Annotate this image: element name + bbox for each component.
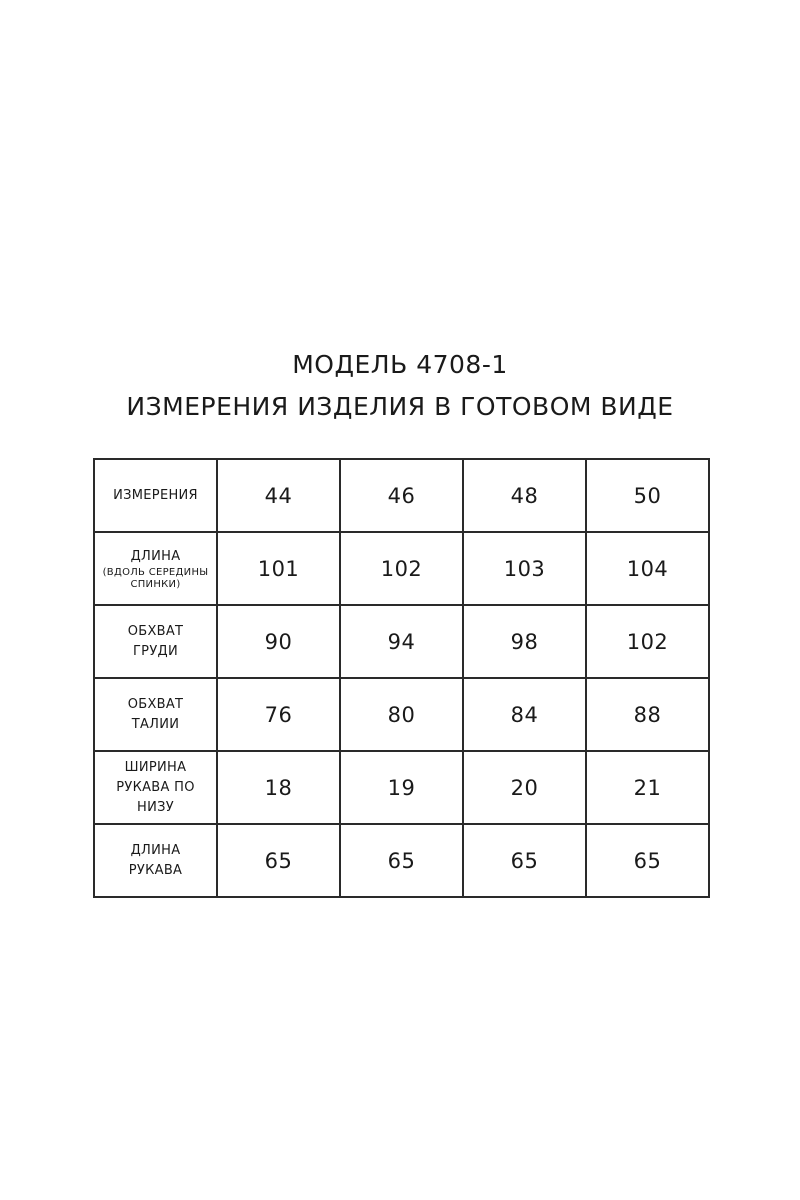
row-label-waist-line1: ОБХВАТ <box>127 696 184 712</box>
table-cell: 20 <box>463 751 586 824</box>
table-cell: 104 <box>586 532 709 605</box>
table-row-sleeve-width <box>94 751 709 824</box>
row-label-sleeve-length-line1: ДЛИНА <box>130 842 181 858</box>
row-label-waist <box>94 678 217 751</box>
table-cell: 103 <box>463 532 586 605</box>
table-cell: 65 <box>340 824 463 897</box>
size-header-46: 46 <box>340 459 463 532</box>
table-row-length <box>94 532 709 605</box>
table-cell: 76 <box>217 678 340 751</box>
table-cell: 65 <box>586 824 709 897</box>
table-cell: 88 <box>586 678 709 751</box>
table-cell: 19 <box>340 751 463 824</box>
table-row-chest <box>94 605 709 678</box>
row-label-sleeve-width-line1: ШИРИНА <box>124 759 187 775</box>
row-label-length-main: ДЛИНА <box>130 548 181 564</box>
header-label-measurements: ИЗМЕРЕНИЯ <box>94 459 217 532</box>
row-label-waist-line2: ТАЛИИ <box>131 716 180 732</box>
table-cell: 84 <box>463 678 586 751</box>
row-label-chest-line2: ГРУДИ <box>132 643 179 659</box>
measurements-subtitle: ИЗМЕРЕНИЯ ИЗДЕЛИЯ В ГОТОВОМ ВИДЕ <box>126 392 674 421</box>
row-label-sleeve-length-line2: РУКАВА <box>128 862 183 878</box>
table-cell: 98 <box>463 605 586 678</box>
table-cell: 102 <box>586 605 709 678</box>
table-cell: 65 <box>463 824 586 897</box>
row-label-sleeve-width-line2: РУКАВА ПО <box>116 779 195 795</box>
row-label-length <box>94 532 217 605</box>
size-header-50: 50 <box>586 459 709 532</box>
row-label-chest <box>94 605 217 678</box>
table-row-sleeve-length <box>94 824 709 897</box>
table-cell: 102 <box>340 532 463 605</box>
table-cell: 94 <box>340 605 463 678</box>
size-header-44: 44 <box>217 459 340 532</box>
table-cell: 18 <box>217 751 340 824</box>
size-chart-table <box>93 458 710 898</box>
row-label-sleeve-width <box>94 751 217 824</box>
table-row-waist <box>94 678 709 751</box>
table-cell: 101 <box>217 532 340 605</box>
table-cell: 80 <box>340 678 463 751</box>
table-cell: 90 <box>217 605 340 678</box>
row-label-sleeve-width-line3: НИЗУ <box>137 799 174 815</box>
model-title: МОДЕЛЬ 4708-1 <box>292 350 508 379</box>
row-label-sleeve-length <box>94 824 217 897</box>
size-header-48: 48 <box>463 459 586 532</box>
row-label-chest-line1: ОБХВАТ <box>127 623 184 639</box>
table-cell: 65 <box>217 824 340 897</box>
table-cell: 21 <box>586 751 709 824</box>
table-header-row <box>94 459 709 532</box>
row-label-length-note: (ВДОЛЬ СЕРЕДИНЫ СПИНКИ) <box>102 566 209 590</box>
